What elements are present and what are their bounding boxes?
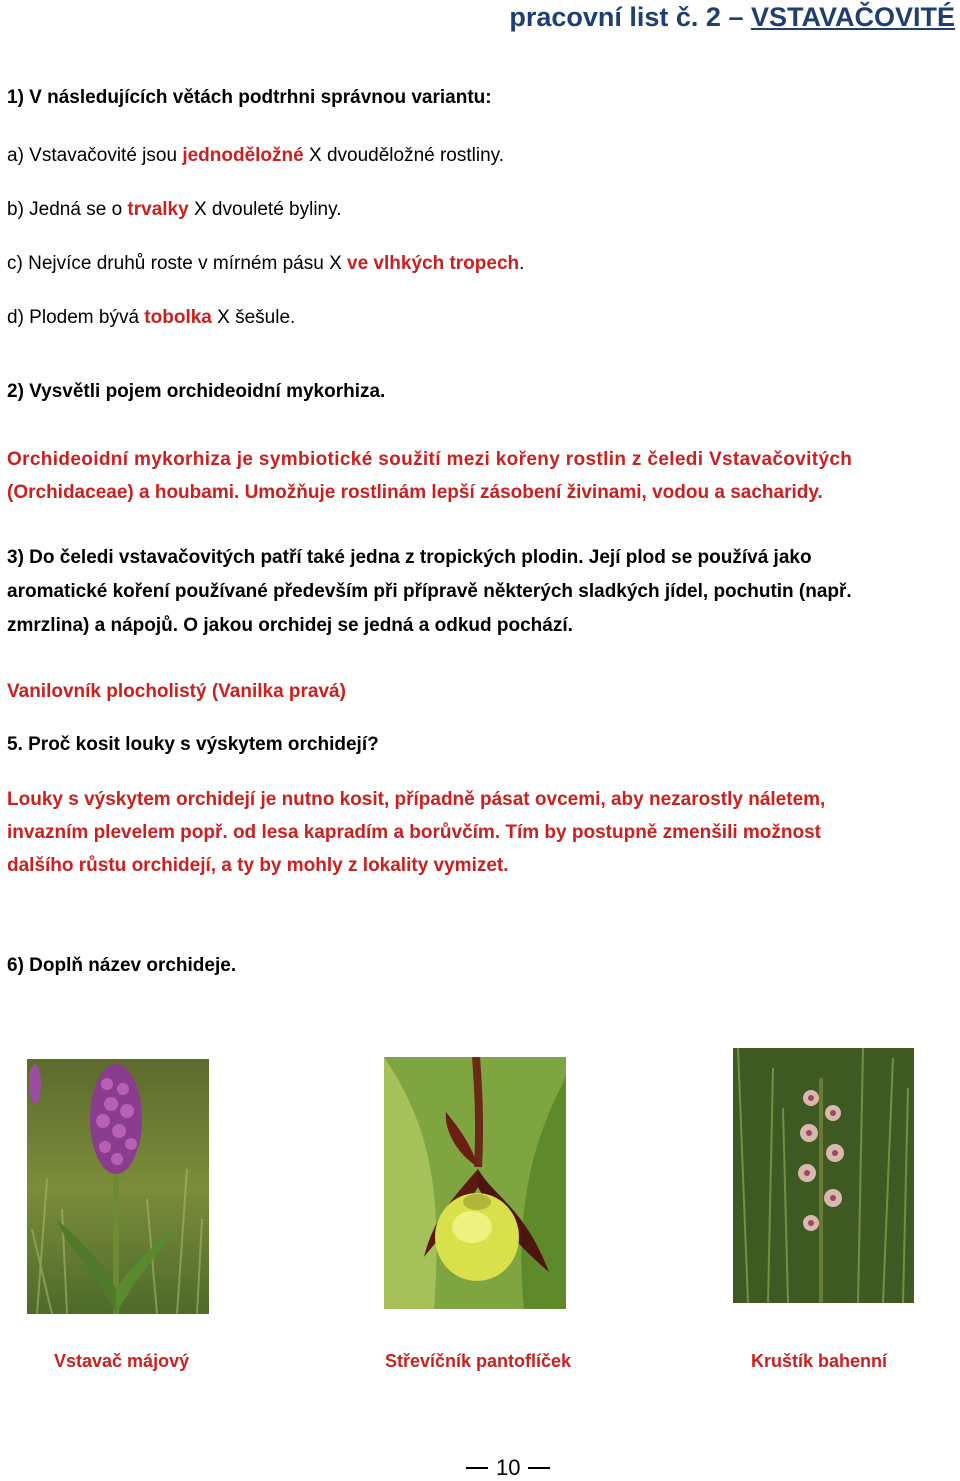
task3-answer: Vanilovník plocholistý (Vanilka pravá) [7, 681, 346, 702]
item-text: X šešule. [211, 307, 296, 328]
orchid-photo-krustik [733, 1048, 914, 1303]
task5-answer-line3: dalšího růstu orchidejí, a ty by mohly z lokality vymizet. [7, 855, 509, 876]
correct-answer: ve vlhkých tropech [347, 253, 520, 274]
task1-item-b [7, 199, 342, 221]
task5-answer-line2: invazním plevelem popř. od lesa kapradím a borůvčím. Tím by postupně zmenšili možnost [7, 822, 822, 843]
task5-title: 5. Proč kosit louky s výskytem orchidejí? [7, 734, 379, 755]
item-text: . [519, 253, 525, 274]
task3-line3: zmrzlina) a nápojů. O jakou orchidej se jedná a odkud pochází. [7, 615, 573, 636]
page-header [509, 2, 955, 33]
item-text: d) Plodem bývá [7, 307, 145, 328]
correct-answer: trvalky [127, 199, 189, 220]
task1-item-d [7, 307, 295, 329]
item-text: X dvouleté byliny. [188, 199, 342, 220]
footer-dash-right [528, 1467, 550, 1469]
task1-item-c [7, 253, 524, 275]
caption-vstavac: Vstavač májový [54, 1351, 190, 1371]
header-prefix: pracovní list č. 2 – [509, 2, 751, 32]
caption-strevicnik: Střevíčník pantoflíček [385, 1351, 572, 1371]
task2-title: 2) Vysvětli pojem orchideoidní mykorhiza. [7, 381, 386, 402]
item-text: c) Nejvíce druhů roste v mírném pásu X [7, 253, 348, 274]
task2-answer-line2: (Orchidaceae) a houbami. Umožňuje rostlinám lepší zásobení živinami, vodou a sacharidy. [7, 482, 823, 503]
task5-answer-line1: Louky s výskytem orchidejí je nutno kosit, případně pásat ovcemi, aby nezarostly náletem, [7, 789, 826, 810]
correct-answer: tobolka [144, 307, 212, 328]
header-title: VSTAVAČOVITÉ [750, 2, 955, 32]
task3-line1: 3) Do čeledi vstavačovitých patří také jedna z tropických plodin. Její plod se používá jako [7, 547, 812, 568]
footer-dash-left [466, 1467, 488, 1469]
task1-item-a [7, 145, 504, 167]
correct-answer: jednoděložné [182, 145, 304, 166]
task6-title: 6) Doplň název orchideje. [7, 955, 237, 976]
page-footer [466, 1455, 550, 1481]
item-text: X dvouděložné rostliny. [303, 145, 505, 166]
orchid-photo-strevicnik [384, 1057, 566, 1309]
task1-title: 1) V následujících větách podtrhni správnou variantu: [7, 87, 492, 108]
item-text: a) Vstavačovité jsou [7, 145, 183, 166]
orchid-photo-vstavac [27, 1059, 209, 1314]
caption-krustik: Kruštík bahenní [751, 1351, 888, 1371]
item-text: b) Jedná se o [7, 199, 128, 220]
task2-answer-line1: Orchideoidní mykorhiza je symbiotické soužití mezi kořeny rostlin z čeledi Vstavačovitých [7, 449, 853, 470]
task3-line2: aromatické koření používané především při přípravě některých sladkých jídel, pochutin (např. [7, 581, 852, 602]
page-number: 10 [496, 1455, 521, 1480]
